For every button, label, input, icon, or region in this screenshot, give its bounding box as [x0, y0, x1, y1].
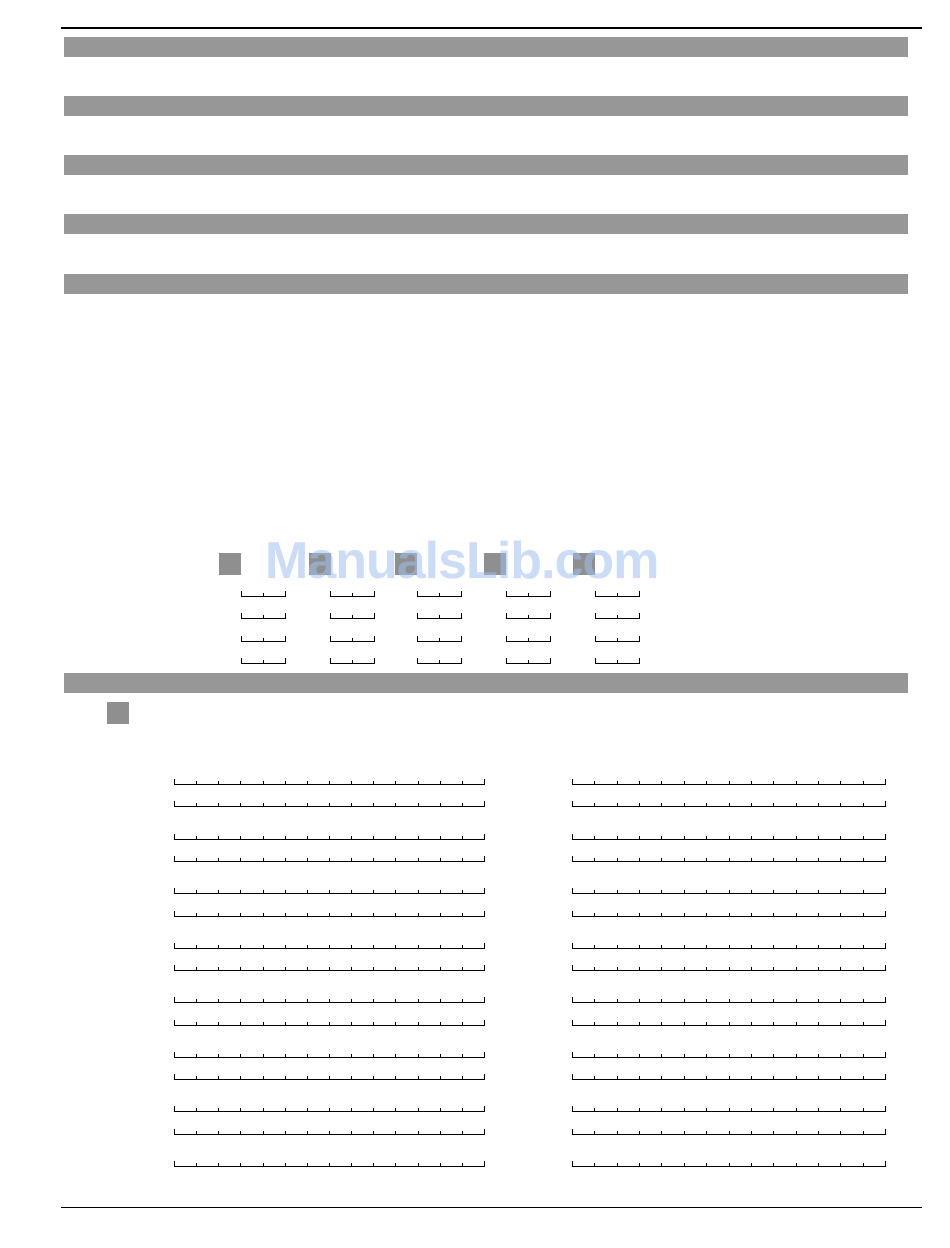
entry-line — [174, 1051, 485, 1058]
entry-line — [572, 855, 886, 862]
short-entry-field — [595, 590, 640, 597]
short-entry-field — [330, 657, 375, 664]
entry-line — [572, 1128, 886, 1135]
entry-line — [572, 1105, 886, 1112]
section-header-bar — [64, 673, 908, 693]
section-header-bar — [64, 274, 908, 294]
short-entry-field — [330, 635, 375, 642]
short-entry-field — [506, 635, 551, 642]
entry-line — [174, 1073, 485, 1080]
entry-line — [174, 996, 485, 1003]
short-entry-field — [241, 635, 286, 642]
entry-line — [572, 942, 886, 949]
entry-line — [572, 1019, 886, 1026]
option-box — [219, 553, 241, 575]
top-rule — [61, 27, 922, 29]
short-entry-field — [417, 657, 462, 664]
short-entry-field — [241, 590, 286, 597]
short-entry-field — [241, 657, 286, 664]
short-entry-field — [330, 612, 375, 619]
entry-line — [572, 833, 886, 840]
entry-line — [572, 800, 886, 807]
entry-line — [174, 800, 485, 807]
option-box — [107, 702, 129, 724]
entry-line — [572, 1073, 886, 1080]
short-entry-field — [595, 635, 640, 642]
entry-line — [572, 1160, 886, 1167]
entry-line — [572, 1051, 886, 1058]
entry-line — [174, 1105, 485, 1112]
entry-line — [174, 964, 485, 971]
entry-line — [174, 1160, 485, 1167]
short-entry-field — [506, 612, 551, 619]
entry-line — [174, 910, 485, 917]
short-entry-field — [417, 635, 462, 642]
entry-line — [174, 778, 485, 785]
entry-line — [174, 855, 485, 862]
entry-line — [174, 1019, 485, 1026]
watermark: ManualsLib.com — [265, 532, 659, 590]
bottom-rule — [61, 1207, 922, 1208]
entry-line — [174, 887, 485, 894]
entry-line — [174, 1128, 485, 1135]
section-header-bar — [64, 155, 908, 175]
entry-line — [174, 833, 485, 840]
short-entry-field — [506, 590, 551, 597]
entry-line — [572, 910, 886, 917]
section-header-bar — [64, 37, 908, 57]
section-header-bar — [64, 214, 908, 234]
entry-line — [572, 964, 886, 971]
entry-line — [572, 996, 886, 1003]
entry-line — [174, 942, 485, 949]
short-entry-field — [595, 657, 640, 664]
short-entry-field — [417, 590, 462, 597]
short-entry-field — [595, 612, 640, 619]
entry-line — [572, 778, 886, 785]
short-entry-field — [330, 590, 375, 597]
section-header-bar — [64, 96, 908, 116]
short-entry-field — [417, 612, 462, 619]
short-entry-field — [241, 612, 286, 619]
short-entry-field — [506, 657, 551, 664]
entry-line — [572, 887, 886, 894]
